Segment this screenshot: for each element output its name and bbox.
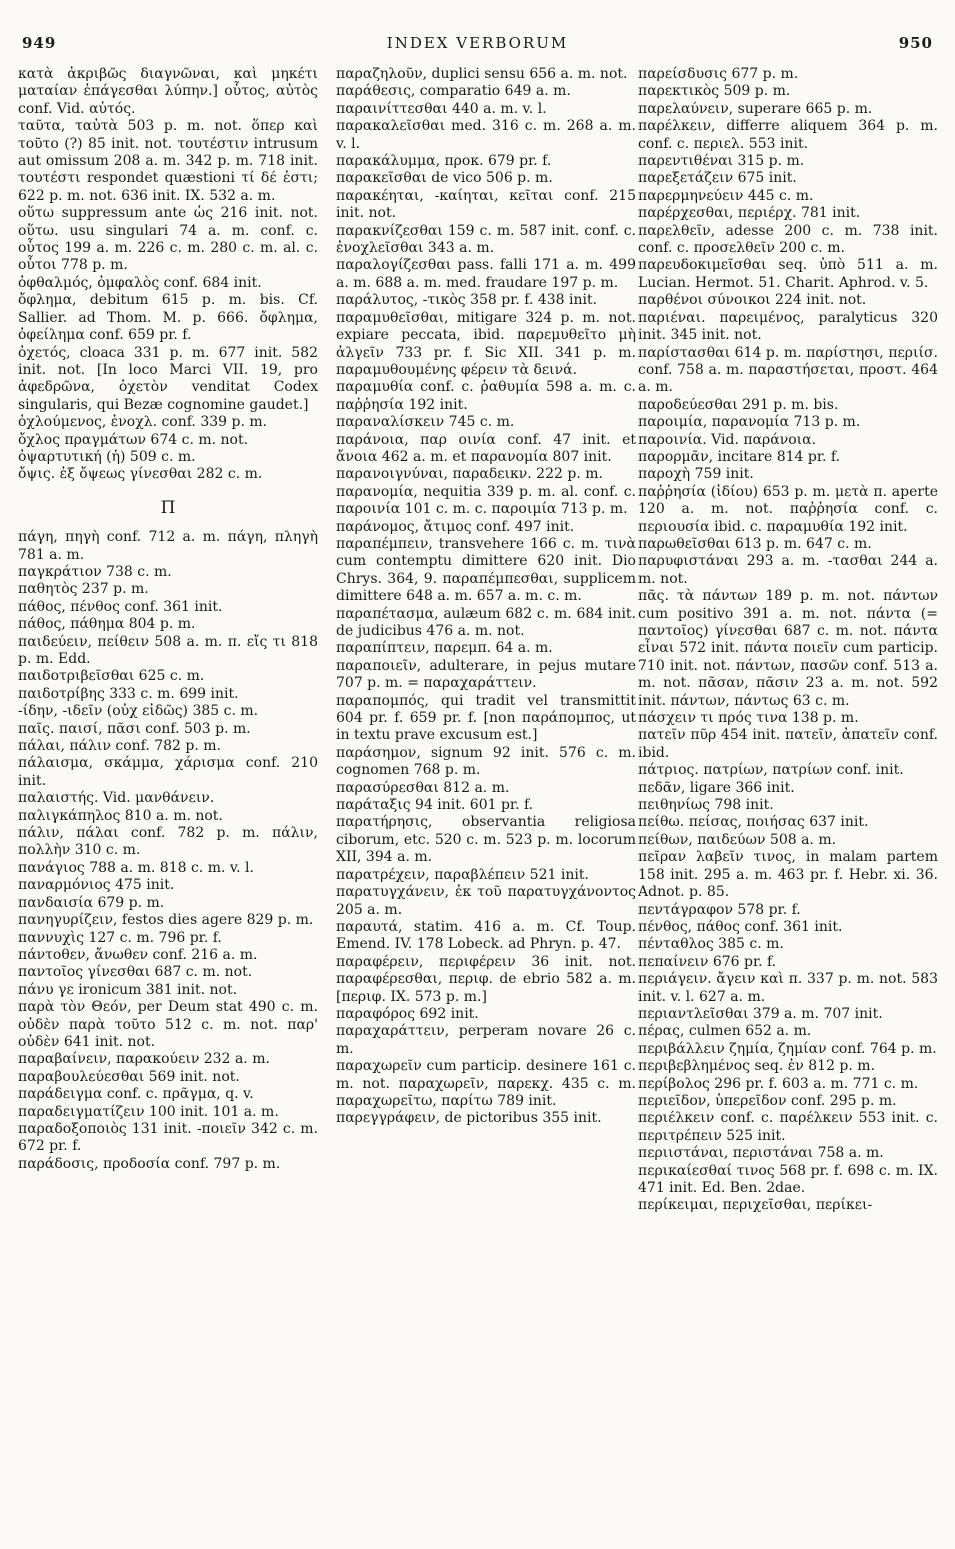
index-entry: πάθος, πάθημα 804 p. m. <box>18 616 196 633</box>
index-entry: παραχαράττειν, perperam novare 26 c. m. <box>336 1023 636 1057</box>
index-entry: παραφέρειν, περιφέρειν 36 init. not. παραφέρεσθαι, περιφ. de ebrio 582 a. m. [περιφ. IX. 573 p. m.] <box>336 953 636 1005</box>
index-entry: πατεῖν πῦρ 454 init. πατεῖν, ἀπατεῖν conf. ibid. <box>638 727 938 761</box>
index-entry: παραφόρος 692 init. <box>336 1005 479 1022</box>
index-entry: περίκειμαι, περιχεῖσθαι, περίκει- <box>638 1197 873 1214</box>
index-entry: παραινίττεσθαι 440 a. m. v. l. <box>336 100 547 117</box>
index-entry: παρατήρησις, observantia religiosa ciborum, etc. 520 c. m. 523 p. m. locorum XII, 394 a. m. <box>336 814 636 866</box>
index-entry: πεντάγραφον 578 pr. f. <box>638 901 801 918</box>
index-entry: παροιμία, παρανομία 713 p. m. <box>638 414 861 431</box>
index-entry: περιβάλλειν ζημία, ζημίαν conf. 764 p. m. <box>638 1040 937 1057</box>
index-entry: ὀχετός, cloaca 331 p. m. 677 init. 582 init. not. [In loco Marci VII. 19, pro ἀφεδρῶνα, ὀχετὸν venditat Codex singularis, qui Bezæ cognomine gaudet.] <box>18 344 318 413</box>
index-entry: παρατυγχάνειν, ἐκ τοῦ παρατυγχάνοντος 205 a. m. <box>336 884 636 918</box>
index-entry: παροχὴ 759 init. <box>638 466 754 483</box>
index-entry: παράσημον, signum 92 init. 576 c. m. cognomen 768 p. m. <box>336 744 636 779</box>
index-entry: περικαίεσθαί τινος 568 pr. f. 698 c. m. IX. 471 init. Ed. Ben. 2dae. <box>638 1162 938 1196</box>
index-entry: παραδειγματίζειν 100 init. 101 a. m. <box>18 1103 279 1120</box>
index-entry: πανηγυρίζειν, festos dies agere 829 p. m. <box>18 912 314 929</box>
index-entry: παρεγγράφειν, de pictoribus 355 init. <box>336 1110 602 1127</box>
index-entry: πᾶς. τὰ πάντων 189 p. m. not. πάντων cum positivo 391 a. m. not. πάντα (= παντοῖος) γίνεσθαι 687 c. m. not. πάντα εἶναι 572 init. πάντα ποιεῖν cum particip. 710 init. not. πάντων, πασῶν conf. 513 a. m. not. πᾶσαν, πᾶσιν 23 a. m. not. 592 init. πάντων, πάντως 63 c. m. <box>638 588 938 709</box>
index-entry: πάσχειν τι πρός τινα 138 p. m. <box>638 710 859 727</box>
index-entry: παραπέτασμα, aulæum 682 c. m. 684 init. de judicibus 476 a. m. not. <box>336 605 636 639</box>
index-entry: παρανοιγνύναι, παραδεικν. 222 p. m. <box>336 466 603 483</box>
index-entry: παρακαλεῖσθαι med. 316 c. m. 268 a. m. v. l. <box>336 118 636 152</box>
index-entry: παρέρχεσθαι, περιέρχ. 781 init. <box>638 205 861 222</box>
index-entry: παραπίπτειν, παρεμπ. 64 a. m. <box>336 640 553 657</box>
index-entry: παιδοτρίβης 333 c. m. 699 init. <box>18 685 239 702</box>
index-entry: περιέλκειν conf. c. παρέλκειν 553 init. c. περιτρέπειν 525 init. <box>638 1110 938 1144</box>
index-entry: πείθω. πείσας, ποιήσας 637 init. <box>638 814 869 831</box>
index-entry: περιάγειν. ἄγειν καὶ π. 337 p. m. not. 583 init. v. l. 627 a. m. <box>638 971 938 1005</box>
index-entry: παρερμηνεύειν 445 c. m. <box>638 187 814 204</box>
index-entry: παραμυθεῖσθαι, mitigare 324 p. m. not. expiare peccata, ibid. παρεμυθεῖτο μὴ ἀλγεῖν 733 pr. f. Sic XII. 341 p. m. παραμυθουμένης φέρειν τὰ δεινά. <box>336 309 636 378</box>
index-entry: ταῦτα, ταὐτὰ 503 p. m. not. ὅπερ καὶ τοῦτο (?) 85 init. not. τουτέστιν intrusum aut omissum 208 a. m. 342 p. m. 718 init. τουτέστι respondet quæstioni τί δέ ἐστι; 622 p. m. not. 636 init. IX. 532 a. m. <box>18 118 318 204</box>
index-entry: παναρμόνιος 475 init. <box>18 877 175 894</box>
column-middle <box>336 66 636 1536</box>
index-entry: παραζηλοῦν, duplici sensu 656 a. m. not. <box>336 66 628 82</box>
running-title: INDEX VERBORUM <box>386 34 569 52</box>
index-entry: κατὰ ἀκριβῶς διαγνῶναι, καὶ μηκέτι ματαίαν ἐπάγεσθαι λύπην.] οὗτος, αὐτὸς conf. Vid. αὐτός. <box>18 66 318 117</box>
index-entry: παραβουλεύεσθαι 569 init. not. <box>18 1068 240 1085</box>
index-entry: παλαιστής. Vid. μανθάνειν. <box>18 790 215 807</box>
section-letter-pi: Π <box>160 497 176 518</box>
index-entry: πείθων, παιδεύων 508 a. m. <box>638 831 837 848</box>
index-entry: παρυφιστάναι 293 a. m. -τασθαι 244 a. m. not. <box>638 553 938 587</box>
index-entry: πεῖραν λαβεῖν τινος, in malam partem 158 init. 295 a. m. 463 pr. f. Hebr. xi. 36. Adnot. p. 85. <box>638 849 938 901</box>
index-entry: πάλαι, πάλιν conf. 782 p. m. <box>18 738 221 755</box>
index-entry: οὕτω suppressum ante ὡς 216 init. not. οὕτω. usu singulari 74 a. m. conf. c. οὗτος 199 a. m. 226 c. m. 280 c. m. al. c. οὗτοι 778 p. m. <box>18 205 318 274</box>
index-entry: παρεκτικὸς 509 p. m. <box>638 83 791 100</box>
index-entry: περιαντλεῖσθαι 379 a. m. 707 init. <box>638 1005 883 1022</box>
index-entry: παρελαύνειν, superare 665 p. m. <box>638 100 873 117</box>
index-entry: παροινία. Vid. παράνοια. <box>638 431 817 448</box>
index-entry: πένθος, πάθος conf. 361 init. <box>638 918 843 935</box>
index-entry: -ίδην, -ιδεῖν (οὐχ εἰδῶς) 385 c. m. <box>18 703 259 720</box>
index-entry: παρατρέχειν, παραβλέπειν 521 init. <box>336 866 589 883</box>
index-entry: παρασύρεσθαι 812 a. m. <box>336 779 510 796</box>
index-entry: παρευδοκιμεῖσθαι seq. ὑπὸ 511 a. m. Lucian. Hermot. 51. Charit. Aphrod. v. 5. <box>638 257 938 291</box>
index-entry: πένταθλος 385 c. m. <box>638 936 784 953</box>
page-header <box>0 34 955 58</box>
index-entry: πάνυ γε ironicum 381 init. not. <box>18 981 238 998</box>
index-entry: παρελθεῖν, adesse 200 c. m. 738 init. conf. c. προσελθεῖν 200 c. m. <box>638 222 938 257</box>
index-entry: περιβεβλημένος seq. ἐν 812 p. m. <box>638 1058 876 1075</box>
index-entry: πάλαισμα, σκάμμα, χάρισμα conf. 210 init. <box>18 755 318 789</box>
index-entry: παραχωρεῖν cum particip. desinere 161 c. m. not. παραχωρεῖν, παρεκχ. 435 c. m. παραχωρεῖτω, παρίτω 789 init. <box>336 1058 636 1109</box>
index-entry: περίβολος 296 pr. f. 603 a. m. 771 c. m. <box>638 1075 919 1092</box>
index-entry: παράδειγμα conf. c. πρᾶγμα, q. v. <box>18 1086 254 1103</box>
index-entry: παράδοσις, προδοσία conf. 797 p. m. <box>18 1155 281 1172</box>
index-entry: παραπέμπειν, transvehere 166 c. m. τινὰ cum contemptu dimittere 620 init. Dio Chrys. 364, 9. παραπέμπεσθαι, supplicem dimittere 648 a. m. 657 a. m. c. m. <box>336 535 636 605</box>
index-entry: πάγη, πηγὴ conf. 712 a. m. πάγη, πληγὴ 781 a. m. <box>18 529 318 563</box>
index-entry: πανάγιος 788 a. m. 818 c. m. v. l. <box>18 859 254 876</box>
column-left <box>18 66 318 1536</box>
index-entry: παθητὸς 237 p. m. <box>18 581 149 598</box>
index-entry: πειθηνίως 798 init. <box>638 797 774 814</box>
index-entry: παρανομία, nequitia 339 p. m. al. conf. c. παροινία 101 c. m. c. παροιμία 713 p. m. <box>336 483 636 518</box>
index-entry: παραναλίσκειν 745 c. m. <box>336 414 515 431</box>
index-entry: παῤῥησία (ἰδίου) 653 p. m. μετὰ π. aperte 120 a. m. not. παῤῥησία conf. c. περιουσία ibid. c. παραμυθία 192 init. <box>638 483 938 535</box>
index-entry: παρίστασθαι 614 p. m. παρίστησι, περιίσ. conf. 758 a. m. παραστήσεται, προστ. 464 a. m. <box>638 344 938 396</box>
index-entry: παροδεύεσθαι 291 p. m. bis. <box>638 396 839 413</box>
index-entry: πάτριος. πατρίων, πατρίων conf. init. <box>638 762 904 779</box>
index-entry: παῖς. παισί, πᾶσι conf. 503 p. m. <box>18 720 251 737</box>
index-columns <box>18 66 938 1536</box>
index-entry: ὄψις. ἐξ ὄψεως γίνεσθαι 282 c. m. <box>18 466 263 483</box>
index-entry: παρείσδυσις 677 p. m. <box>638 66 799 82</box>
index-entry: παράνοια, παρ οινία conf. 47 init. et ἄνοια 462 a. m. et παρανομία 807 init. <box>336 431 636 465</box>
index-entry: πεπαίνειν 676 pr. f. <box>638 953 777 970</box>
index-entry: πέρας, culmen 652 a. m. <box>638 1023 812 1040</box>
index-entry: παράνομος, ἄτιμος conf. 497 init. <box>336 518 575 535</box>
index-entry: πάντοθεν, ἄνωθεν conf. 216 a. m. <box>18 946 258 963</box>
index-entry: ὀχλούμενος, ἐνοχλ. conf. 339 p. m. <box>18 414 268 431</box>
index-entry: παλιγκάπηλος 810 a. m. not. <box>18 807 223 824</box>
index-entry: πάθος, πένθος conf. 361 init. <box>18 598 223 615</box>
index-entry: παιδεύειν, πείθειν 508 a. m. π. εἴς τι 818 p. m. Edd. <box>18 633 318 667</box>
index-entry: παραλογίζεσθαι pass. falli 171 a. m. 499 a. m. 688 a. m. med. fraudare 197 p. m. <box>336 257 636 291</box>
index-entry: παραμυθία conf. c. ῥαθυμία 598 a. m. c. παῤῥησία 192 init. <box>336 379 636 413</box>
index-entry: ὄχλος πραγμάτων 674 c. m. not. <box>18 431 249 448</box>
index-entry: παρωθεῖσθαι 613 p. m. 647 c. m. <box>638 535 872 552</box>
index-entry: παρακεῖσθαι de vico 506 p. m. <box>336 170 553 187</box>
index-entry: παιδοτριβεῖσθαι 625 c. m. <box>18 668 205 685</box>
index-entry: παραυτά, statim. 416 a. m. Cf. Toup. Emend. IV. 178 Lobeck. ad Phryn. p. 47. <box>336 918 636 953</box>
index-entry: πάλιν, πάλαι conf. 782 p. m. πάλιν, πολλὴν 310 c. m. <box>18 825 318 859</box>
index-entry: παράλυτος, -τικὸς 358 pr. f. 438 init. <box>336 292 598 309</box>
index-entry: πανδαισία 679 p. m. <box>18 894 165 911</box>
index-entry: παραπομπός, qui tradit vel transmittit 604 pr. f. 659 pr. f. [non παράπομπος, ut in textu prave excusum est.] <box>336 692 636 744</box>
page-number-left: 949 <box>22 34 57 52</box>
index-entry: παράθεσις, comparatio 649 a. m. <box>336 83 571 100</box>
index-entry: παρὰ τὸν Θεόν, per Deum stat 490 c. m. οὐδὲν παρὰ τοῦτο 512 c. m. not. παρ' οὐδὲν 641 init. not. <box>18 999 318 1050</box>
index-entry: περιιστάναι, περιστάναι 758 a. m. <box>638 1145 884 1162</box>
index-entry: παρθένοι σύνοικοι 224 init. not. <box>638 292 867 309</box>
index-entry: παρακάλυμμα, προκ. 679 pr. f. <box>336 153 552 170</box>
column-right <box>638 66 938 1536</box>
index-entry: παρέλκειν, differre aliquem 364 p. m. conf. c. περιελ. 553 init. <box>638 118 938 152</box>
index-entry: ὀφθαλμός, ὀμφαλὸς conf. 684 init. <box>18 274 262 291</box>
index-entry: παγκράτιον 738 c. m. <box>18 563 172 580</box>
index-entry: παρορμᾶν, incitare 814 pr. f. <box>638 448 841 465</box>
index-entry: ὀψαρτυτική (ἡ) 509 c. m. <box>18 448 196 465</box>
index-entry: παννυχὶς 127 c. m. 796 pr. f. <box>18 929 222 946</box>
page-number-right: 950 <box>898 34 933 52</box>
index-entry: παραποιεῖν, adulterare, in pejus mutare 707 p. m. = παραχαράττειν. <box>336 657 636 692</box>
index-entry: παντοῖος γίνεσθαι 687 c. m. not. <box>18 964 253 981</box>
index-entry: παραβαίνειν, παρακούειν 232 a. m. <box>18 1051 270 1068</box>
index-entry: παρεξετάζειν 675 init. <box>638 170 797 187</box>
index-entry: περιεῖδον, ὑπερεῖδον conf. 295 p. m. <box>638 1092 897 1109</box>
index-entry: παρεντιθέναι 315 p. m. <box>638 153 805 170</box>
index-entry: ὄφλημα, debitum 615 p. m. bis. Cf. Sallier. ad Thom. M. p. 666. ὄφλημα, ὀφείλημα conf. 659 pr. f. <box>18 292 318 344</box>
index-entry: πεδᾶν, ligare 366 init. <box>638 779 795 796</box>
index-entry: παράταξις 94 init. 601 pr. f. <box>336 797 534 814</box>
index-entry: παραδοξοποιὸς 131 init. -ποιεῖν 342 c. m. 672 pr. f. <box>18 1120 318 1155</box>
index-entry: παριέναι. παρειμένος, paralyticus 320 init. 345 init. not. <box>638 309 938 344</box>
index-entry: παρακνίζεσθαι 159 c. m. 587 init. conf. c. ἐνοχλεῖσθαι 343 a. m. <box>336 222 636 257</box>
index-entry: παρακέηται, -καίηται, κεῖται conf. 215 init. not. <box>336 187 636 222</box>
